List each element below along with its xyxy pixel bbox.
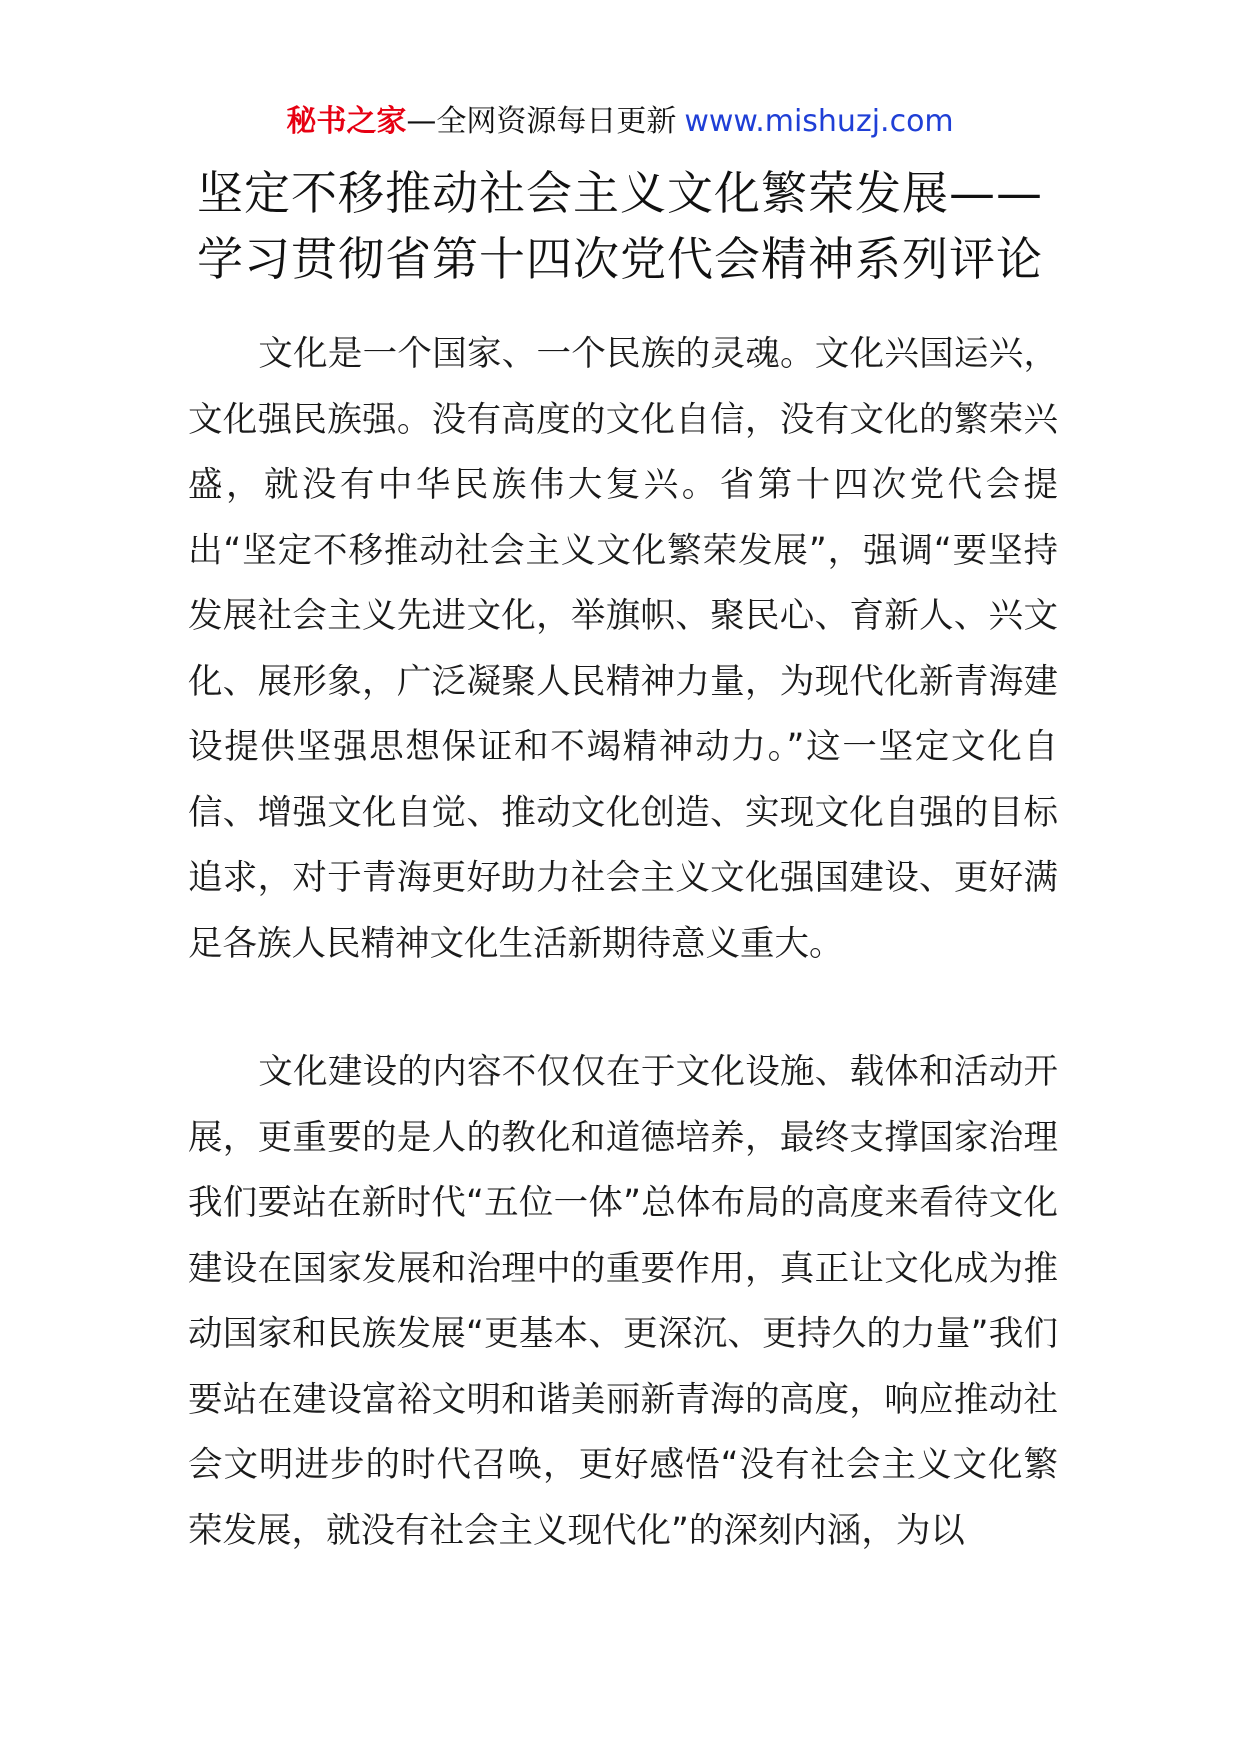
site-url: www.mishuzj.com bbox=[684, 104, 954, 139]
brand-name: 秘书之家 bbox=[286, 104, 407, 139]
paragraph-2-text: 文化建设的内容不仅仅在于文化设施、载体和活动开展，更重要的是人的教化和道德培养，最终支撑国家治理我们要站在新时代“五位一体”总体布局的高度来看待文化建设在国家发展和治理中的重要作用，真正让文化成为推动国家和民族发展“更基本、更深沉、更持久的力量”我们要站在建设富裕文明和谐美丽新青海的高度，响应推动社会文明进步的时代召唤，更好感悟“没有社会主义文化繁荣发展，就没有社会主义现代化”的深刻内涵，为以 bbox=[188, 1052, 1058, 1551]
paragraph-1 bbox=[188, 322, 1058, 977]
paragraph-1-text: 文化是一个国家、一个民族的灵魂。文化兴国运兴，文化强民族强。没有高度的文化自信，没有文化的繁荣兴盛，就没有中华民族伟大复兴。省第十四次党代会提出“坚定不移推动社会主义文化繁荣发展”，强调“要坚持发展社会主义先进文化，举旗帜、聚民心、育新人、兴文化、展形象，广泛凝聚人民精神力量，为现代化新青海建设提供坚强思想保证和不竭精神动力。”这一坚定文化自信、增强文化自觉、推动文化创造、实现文化自强的目标追求，对于青海更好助力社会主义文化强国建设、更好满足各族人民精神文化生活新期待意义重大。 bbox=[188, 334, 1058, 964]
document-title bbox=[150, 160, 1090, 292]
site-banner bbox=[0, 102, 1240, 142]
title-line-2: 学习贯彻省第十四次党代会精神系列评论 bbox=[197, 232, 1043, 286]
paragraph-2 bbox=[188, 1040, 1058, 1564]
title-line-1: 坚定不移推动社会主义文化繁荣发展—— bbox=[197, 166, 1043, 220]
banner-tagline: —全网资源每日更新 bbox=[406, 104, 677, 139]
